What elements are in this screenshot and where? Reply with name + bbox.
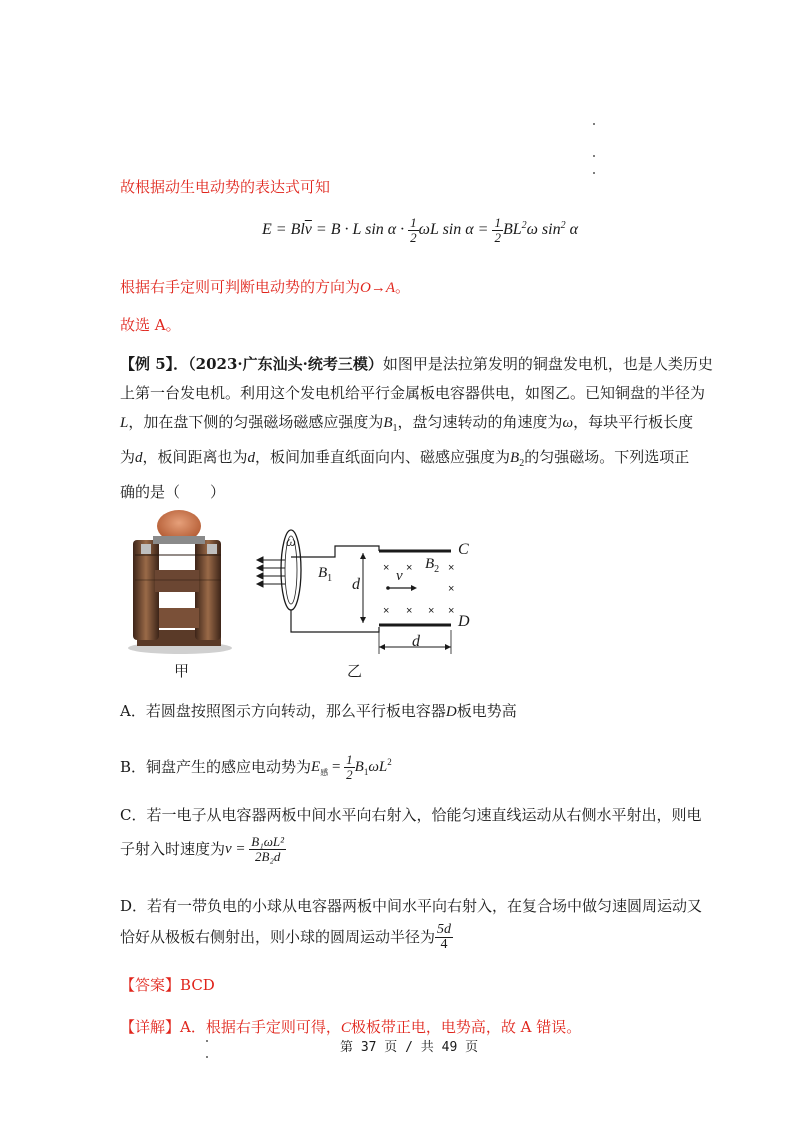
label-plate-c: C [458, 541, 469, 558]
figure-label-jia: 甲 [174, 663, 190, 680]
formula-part3: BL [502, 221, 522, 239]
option-b: B．铜盘产生的感应电动势为$E_感$ = $\frac{1}{2}$ $B_1\omega L^2$ [120, 751, 392, 782]
detail-line: 【详解】A．根据右手定则可得，C极板带正电，电势高，故 A 错误。 [120, 1018, 582, 1036]
svg-text:×: × [383, 562, 390, 574]
detail-tag: 【详解】 [120, 1018, 181, 1036]
decorative-dot [206, 1056, 208, 1058]
option-c-line-1: C．若一电子从电容器两板中间水平向右射入，恰能匀速直线运动从右侧水平射出，则电 [120, 806, 702, 824]
example-line-5: 确的是（ ） [120, 483, 226, 501]
formula-part2: ωL sin α = [418, 221, 493, 239]
label-d-vertical: d [352, 576, 360, 593]
formula-part1: = B · L sin α · [311, 221, 409, 239]
formula-exp1: 2 [521, 219, 527, 231]
option-d-line-2: 恰好从极板右侧射出，则小球的圆周运动半径为 $\frac{5d}{4}$ [120, 921, 452, 952]
label-omega: ω [286, 535, 296, 550]
answer-value: BCD [180, 976, 215, 994]
formula-part5: α [565, 221, 578, 239]
example-line-4: 为d，板间距离也为d，板间加垂直纸面向内、磁感应强度为$B_2$的匀强磁场。下列选项正 [120, 448, 690, 469]
svg-text:×: × [406, 605, 413, 617]
formula-lhs: E = Bl [262, 221, 305, 239]
svg-text:×: × [448, 605, 455, 617]
label-v: v [396, 568, 403, 584]
main-formula [262, 216, 578, 245]
decorative-dot [206, 1040, 208, 1042]
figure-label-yi: 乙 [347, 663, 363, 680]
svg-text:×: × [448, 583, 455, 595]
decorative-dot [593, 172, 595, 174]
formula-part4: ω sin [526, 221, 561, 239]
intro-line: 故根据动生电动势的表达式可知 [120, 178, 331, 196]
field-crosses [383, 562, 454, 617]
example-paragraph [120, 350, 713, 507]
example-line-3: L，加在盘下侧的匀强磁场磁感应强度为$B_1$，盘匀速转动的角速度为ω，每块平行板长度 [120, 413, 694, 434]
formula-exp2: 2 [560, 219, 566, 231]
page-footer: 第 37 页 / 共 49 页 [340, 1040, 479, 1055]
direction-text: 根据右手定则可判断电动势的方向为 [120, 278, 361, 296]
option-c-line-2: 子射入时速度为v = $\frac{\text{B₁ωL²}}{\text{2B₂d}}$ [120, 833, 285, 864]
answer-line [120, 974, 215, 996]
formula-vbar: $\overline{v}$ [304, 221, 312, 239]
decorative-dot [593, 155, 595, 157]
option-d-line-1: D．若有一带负电的小球从电容器两板中间水平向右射入，在复合场中做匀速圆周运动又 [120, 897, 703, 915]
svg-text:×: × [428, 605, 435, 617]
label-plate-d: D [458, 613, 470, 630]
direction-line [120, 276, 410, 299]
svg-text:×: × [383, 605, 390, 617]
label-b1: $B_1$ [318, 565, 333, 584]
svg-text:×: × [448, 562, 455, 574]
answer-tag: 【答案】 [120, 976, 181, 994]
formula-frac-2: $\frac{1}{2}$ [494, 215, 501, 245]
option-a: A．若圆盘按照图示方向转动，那么平行板电容器D板电势高 [120, 702, 517, 720]
faraday-generator-photo [125, 510, 235, 655]
svg-text:×: × [406, 562, 413, 574]
example-line-2: 上第一台发电机。利用这个发电机给平行金属板电容器供电，如图乙。已知铜盘的半径为 [120, 384, 706, 402]
direction-end: 。 [395, 278, 411, 296]
example-text-1: 如图甲是法拉第发明的铜盘发电机，也是人类历史 [382, 355, 713, 373]
decorative-dot [593, 123, 595, 125]
label-b2: $B_2$ [425, 556, 440, 575]
example-tag: 【例 5】．（2023·广东汕头·统考三模） [120, 355, 383, 373]
label-d-horizontal: d [412, 633, 420, 650]
direction-math: O→A [360, 280, 396, 296]
formula-frac-1: $\frac{1}{2}$ [410, 215, 417, 245]
example-line-1 [120, 350, 713, 379]
choose-line: 故选 A。 [120, 316, 181, 334]
